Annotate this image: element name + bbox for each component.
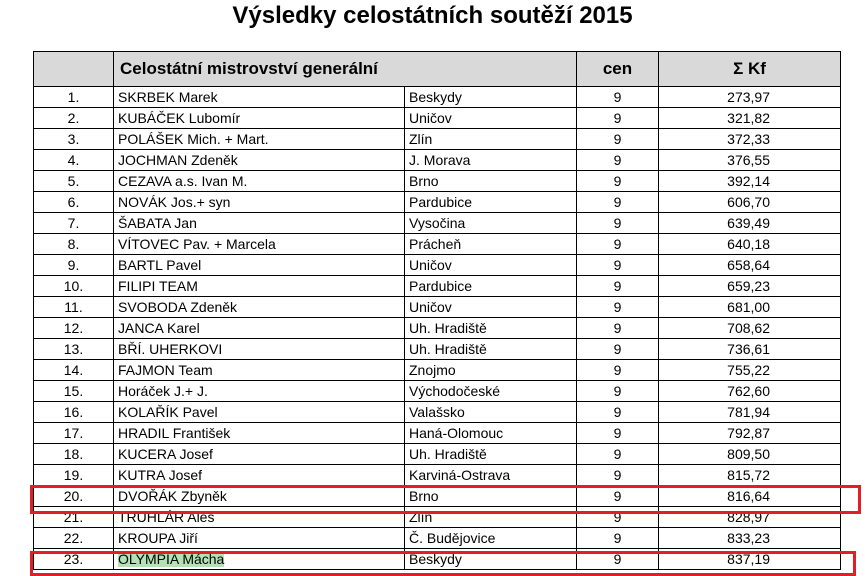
- cell-rank: [34, 507, 114, 528]
- name-text: VÍTOVEC Pav. + Marcela: [118, 236, 276, 252]
- cell-rank: [34, 129, 114, 150]
- cell-cen: [577, 255, 659, 276]
- name-text: KUBÁČEK Lubomír: [118, 110, 241, 126]
- cell-city: [405, 549, 577, 570]
- rank-text: 23.: [63, 551, 84, 567]
- table-row: [34, 465, 841, 486]
- rank-text: 15.: [63, 383, 84, 399]
- header-competition: Celostátní mistrovství generální: [114, 52, 577, 87]
- rank-text: 21.: [63, 509, 84, 525]
- name-text: Horáček J.+ J.: [118, 383, 208, 399]
- cell-kf: [659, 465, 841, 486]
- cell-cen: [577, 276, 659, 297]
- kf-text: 762,60: [727, 383, 770, 399]
- cell-kf: [659, 318, 841, 339]
- cell-city: [405, 360, 577, 381]
- city-text: Karviná-Ostrava: [409, 467, 511, 483]
- cen-text: 9: [613, 110, 622, 126]
- name-text: OLYMPIA Mácha: [118, 551, 225, 567]
- cen-text: 9: [613, 404, 622, 420]
- name-text: NOVÁK Jos.+ syn: [118, 194, 231, 210]
- rank-text: 7.: [67, 215, 80, 231]
- cell-city: [405, 234, 577, 255]
- cell-city: [405, 528, 577, 549]
- cen-text: 9: [613, 299, 622, 315]
- cell-city: [405, 465, 577, 486]
- table-row: [34, 549, 841, 570]
- cell-name: [114, 192, 405, 213]
- cell-kf: [659, 444, 841, 465]
- cell-name: [114, 108, 405, 129]
- kf-text: 606,70: [727, 194, 770, 210]
- cell-rank: [34, 234, 114, 255]
- table-row: [34, 444, 841, 465]
- city-text: Zlín: [409, 509, 433, 525]
- cell-cen: [577, 213, 659, 234]
- cell-city: [405, 339, 577, 360]
- rank-text: 20.: [63, 488, 84, 504]
- rank-text: 3.: [67, 131, 80, 147]
- kf-text: 392,14: [727, 173, 770, 189]
- rank-text: 13.: [63, 341, 84, 357]
- cell-name: [114, 234, 405, 255]
- cell-kf: [659, 234, 841, 255]
- cell-kf: [659, 423, 841, 444]
- cell-kf: [659, 213, 841, 234]
- kf-text: 639,49: [727, 215, 770, 231]
- name-text: POLÁŠEK Mich. + Mart.: [118, 131, 269, 147]
- rank-text: 12.: [63, 320, 84, 336]
- city-text: Valašsko: [409, 404, 465, 420]
- cell-city: [405, 444, 577, 465]
- cen-text: 9: [613, 446, 622, 462]
- table-row: [34, 171, 841, 192]
- cell-name: [114, 339, 405, 360]
- table-row: [34, 87, 841, 108]
- cell-rank: [34, 381, 114, 402]
- city-text: Brno: [409, 488, 439, 504]
- cell-cen: [577, 360, 659, 381]
- city-text: Beskydy: [409, 551, 462, 567]
- cell-name: [114, 129, 405, 150]
- cell-rank: [34, 87, 114, 108]
- cell-city: [405, 507, 577, 528]
- cell-name: [114, 423, 405, 444]
- cell-cen: [577, 87, 659, 108]
- city-text: Uh. Hradiště: [409, 341, 487, 357]
- name-text: CEZAVA a.s. Ivan M.: [118, 173, 248, 189]
- cell-city: [405, 318, 577, 339]
- city-text: Uničov: [409, 110, 452, 126]
- cell-name: [114, 150, 405, 171]
- name-text: JANCA Karel: [118, 320, 200, 336]
- city-text: Uh. Hradiště: [409, 446, 487, 462]
- cell-cen: [577, 381, 659, 402]
- name-text: TRUHLÁR Aleš: [118, 509, 215, 525]
- cell-city: [405, 276, 577, 297]
- rank-text: 10.: [63, 278, 84, 294]
- cell-name: [114, 360, 405, 381]
- table-row: [34, 150, 841, 171]
- name-text: HRADIL František: [118, 425, 231, 441]
- name-text: FAJMON Team: [118, 362, 213, 378]
- name-text: KROUPA Jiří: [118, 530, 198, 546]
- cell-name: [114, 87, 405, 108]
- city-text: Uničov: [409, 257, 452, 273]
- header-kf: Σ Kf: [659, 52, 841, 87]
- cell-name: [114, 465, 405, 486]
- cell-kf: [659, 402, 841, 423]
- cell-cen: [577, 486, 659, 507]
- name-text: BARTL Pavel: [118, 257, 202, 273]
- cell-cen: [577, 150, 659, 171]
- cell-rank: [34, 108, 114, 129]
- rank-text: 14.: [63, 362, 84, 378]
- rank-text: 22.: [63, 530, 84, 546]
- cell-cen: [577, 528, 659, 549]
- table-row: [34, 129, 841, 150]
- city-text: Brno: [409, 173, 439, 189]
- cell-kf: [659, 528, 841, 549]
- rank-text: 2.: [67, 110, 80, 126]
- table-row: [34, 276, 841, 297]
- city-text: Znojmo: [409, 362, 456, 378]
- cen-text: 9: [613, 509, 622, 525]
- cen-text: 9: [613, 89, 622, 105]
- kf-text: 755,22: [727, 362, 770, 378]
- cen-text: 9: [613, 131, 622, 147]
- cen-text: 9: [613, 425, 622, 441]
- table-row: [34, 339, 841, 360]
- cell-city: [405, 171, 577, 192]
- cell-kf: [659, 486, 841, 507]
- cen-text: 9: [613, 530, 622, 546]
- cell-city: [405, 192, 577, 213]
- cell-rank: [34, 528, 114, 549]
- cen-text: 9: [613, 551, 622, 567]
- city-text: Beskydy: [409, 89, 462, 105]
- city-text: Prácheň: [409, 236, 462, 252]
- header-cen: cen: [577, 52, 659, 87]
- cell-kf: [659, 297, 841, 318]
- cell-cen: [577, 423, 659, 444]
- table-row: [34, 213, 841, 234]
- cell-cen: [577, 444, 659, 465]
- cell-name: [114, 444, 405, 465]
- cell-kf: [659, 171, 841, 192]
- kf-text: 833,23: [727, 530, 770, 546]
- cell-kf: [659, 360, 841, 381]
- cell-cen: [577, 465, 659, 486]
- cell-kf: [659, 549, 841, 570]
- kf-text: 273,97: [727, 89, 770, 105]
- table-row: [34, 192, 841, 213]
- table-row: [34, 507, 841, 528]
- rank-text: 5.: [67, 173, 80, 189]
- cell-cen: [577, 171, 659, 192]
- cell-name: [114, 213, 405, 234]
- cell-name: [114, 381, 405, 402]
- cell-city: [405, 486, 577, 507]
- cell-city: [405, 213, 577, 234]
- cell-kf: [659, 381, 841, 402]
- cell-name: [114, 171, 405, 192]
- cell-kf: [659, 339, 841, 360]
- cell-name: [114, 486, 405, 507]
- kf-text: 815,72: [727, 467, 770, 483]
- cell-rank: [34, 255, 114, 276]
- kf-text: 321,82: [727, 110, 770, 126]
- kf-text: 708,62: [727, 320, 770, 336]
- rank-text: 19.: [63, 467, 84, 483]
- cell-rank: [34, 465, 114, 486]
- cell-rank: [34, 213, 114, 234]
- city-text: Uh. Hradiště: [409, 320, 487, 336]
- kf-text: 681,00: [727, 299, 770, 315]
- cell-name: [114, 318, 405, 339]
- cell-cen: [577, 129, 659, 150]
- cen-text: 9: [613, 341, 622, 357]
- kf-text: 640,18: [727, 236, 770, 252]
- name-text: FILIPI TEAM: [118, 278, 198, 294]
- cell-name: [114, 549, 405, 570]
- cell-kf: [659, 129, 841, 150]
- cell-city: [405, 297, 577, 318]
- rank-text: 8.: [67, 236, 80, 252]
- table-row: [34, 360, 841, 381]
- table-row: [34, 297, 841, 318]
- cell-kf: [659, 255, 841, 276]
- kf-text: 781,94: [727, 404, 770, 420]
- name-text: KUCERA Josef: [118, 446, 213, 462]
- cell-name: [114, 276, 405, 297]
- cell-name: [114, 507, 405, 528]
- cell-rank: [34, 444, 114, 465]
- cell-kf: [659, 150, 841, 171]
- name-text: KOLAŘÍK Pavel: [118, 404, 218, 420]
- table-row: [34, 234, 841, 255]
- kf-text: 659,23: [727, 278, 770, 294]
- cell-cen: [577, 234, 659, 255]
- cell-name: [114, 528, 405, 549]
- cell-cen: [577, 507, 659, 528]
- cen-text: 9: [613, 173, 622, 189]
- cen-text: 9: [613, 383, 622, 399]
- cell-rank: [34, 150, 114, 171]
- cell-rank: [34, 486, 114, 507]
- cell-rank: [34, 318, 114, 339]
- rank-text: 18.: [63, 446, 84, 462]
- cell-name: [114, 255, 405, 276]
- name-text: BŘÍ. UHERKOVI: [118, 341, 223, 357]
- cen-text: 9: [613, 215, 622, 231]
- cell-name: [114, 402, 405, 423]
- cell-city: [405, 87, 577, 108]
- cell-rank: [34, 402, 114, 423]
- cell-rank: [34, 297, 114, 318]
- cen-text: 9: [613, 278, 622, 294]
- name-text: DVOŘÁK Zbyněk: [118, 488, 227, 504]
- table-row: [34, 486, 841, 507]
- rank-text: 4.: [67, 152, 80, 168]
- city-text: Uničov: [409, 299, 452, 315]
- kf-text: 658,64: [727, 257, 770, 273]
- cell-rank: [34, 549, 114, 570]
- cell-city: [405, 381, 577, 402]
- city-text: J. Morava: [409, 152, 471, 168]
- cell-cen: [577, 318, 659, 339]
- cell-name: [114, 297, 405, 318]
- kf-text: 736,61: [727, 341, 770, 357]
- cen-text: 9: [613, 194, 622, 210]
- table-row: [34, 423, 841, 444]
- cell-rank: [34, 423, 114, 444]
- cell-cen: [577, 108, 659, 129]
- cell-kf: [659, 192, 841, 213]
- rank-text: 17.: [63, 425, 84, 441]
- city-text: Východočeské: [409, 383, 501, 399]
- city-text: Pardubice: [409, 278, 473, 294]
- city-text: Pardubice: [409, 194, 473, 210]
- cell-cen: [577, 339, 659, 360]
- cell-cen: [577, 549, 659, 570]
- cell-cen: [577, 402, 659, 423]
- name-text: SKRBEK Marek: [118, 89, 218, 105]
- name-text: KUTRA Josef: [118, 467, 203, 483]
- kf-text: 792,87: [727, 425, 770, 441]
- kf-text: 809,50: [727, 446, 770, 462]
- kf-text: 372,33: [727, 131, 770, 147]
- table-row: [34, 528, 841, 549]
- cell-cen: [577, 192, 659, 213]
- page-title: Výsledky celostátních soutěží 2015: [232, 2, 633, 29]
- kf-text: 376,55: [727, 152, 770, 168]
- rank-text: 6.: [67, 194, 80, 210]
- results-table: [33, 51, 841, 570]
- cen-text: 9: [613, 152, 622, 168]
- table-row: [34, 255, 841, 276]
- cell-city: [405, 150, 577, 171]
- cell-city: [405, 108, 577, 129]
- cell-kf: [659, 276, 841, 297]
- cen-text: 9: [613, 467, 622, 483]
- city-text: Haná-Olomouc: [409, 425, 504, 441]
- city-text: Vysočina: [409, 215, 466, 231]
- cell-city: [405, 255, 577, 276]
- cell-kf: [659, 87, 841, 108]
- rank-text: 9.: [67, 257, 80, 273]
- name-text: SVOBODA Zdeněk: [118, 299, 238, 315]
- name-text: ŠABATA Jan: [118, 215, 197, 231]
- cell-city: [405, 402, 577, 423]
- cell-rank: [34, 171, 114, 192]
- table-header-row: [34, 52, 841, 87]
- kf-text: 816,64: [727, 488, 770, 504]
- table-row: [34, 381, 841, 402]
- cell-city: [405, 129, 577, 150]
- cell-rank: [34, 192, 114, 213]
- kf-text: 837,19: [727, 551, 770, 567]
- cen-text: 9: [613, 236, 622, 252]
- table-row: [34, 108, 841, 129]
- cell-kf: [659, 108, 841, 129]
- cell-rank: [34, 339, 114, 360]
- table-row: [34, 402, 841, 423]
- rank-text: 11.: [64, 299, 83, 315]
- city-text: Č. Budějovice: [409, 530, 496, 546]
- cen-text: 9: [613, 257, 622, 273]
- cell-city: [405, 423, 577, 444]
- cen-text: 9: [613, 488, 622, 504]
- header-rank: [34, 52, 114, 87]
- cell-rank: [34, 360, 114, 381]
- table-row: [34, 318, 841, 339]
- cell-kf: [659, 507, 841, 528]
- cen-text: 9: [613, 320, 622, 336]
- kf-text: 828,97: [727, 509, 770, 525]
- cell-cen: [577, 297, 659, 318]
- city-text: Zlín: [409, 131, 433, 147]
- rank-text: 16.: [63, 404, 84, 420]
- cen-text: 9: [613, 362, 622, 378]
- rank-text: 1.: [67, 89, 80, 105]
- name-text: JOCHMAN Zdeněk: [118, 152, 238, 168]
- cell-rank: [34, 276, 114, 297]
